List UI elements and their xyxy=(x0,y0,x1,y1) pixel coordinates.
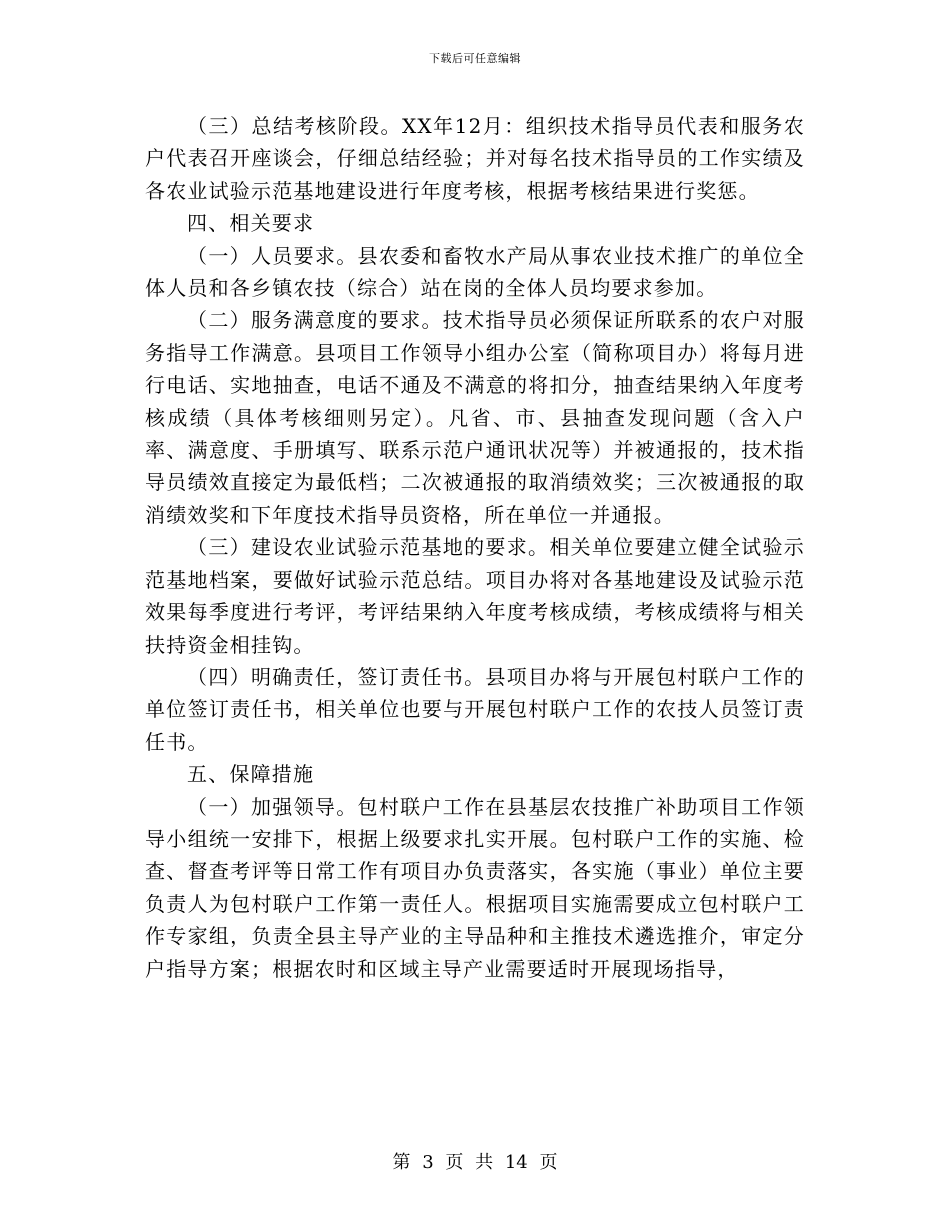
document-body xyxy=(145,110,805,985)
paragraph-responsibility: （四）明确责任，签订责任书。县项目办将与开展包村联户工作的单位签订责任书，相关单位也要与开展包村联户工作的农技人员签订责任书。 xyxy=(145,664,805,754)
section-heading-safeguards: 五、保障措施 xyxy=(187,762,315,787)
paragraph-leadership: （一）加强领导。包村联户工作在县基层农技推广补助项目工作领导小组统一安排下，根据上级要求扎实开展。包村联户工作的实施、检查、督查考评等日常工作有项目办负责落实，各实施（事业）单位主要负责人为包村联户工作第一责任人。根据项目实施需要成立包村联户工作专家组，负责全县主导产业的主导品种和主推技术遴选推介，审定分户指导方案；根据农时和区域主导产业需要适时开展现场指导， xyxy=(145,794,805,981)
paragraph-personnel-requirements: （一）人员要求。县农委和畜牧水产局从事农业技术推广的单位全体人员和各乡镇农技（综合）站在岗的全体人员均要求参加。 xyxy=(145,243,805,301)
page-footer: 第 3 页 共 14 页 xyxy=(392,1152,558,1173)
paragraph-demonstration-base: （三）建设农业试验示范基地的要求。相关单位要建立健全试验示范基地档案，要做好试验示范总结。项目办将对各基地建设及试验示范效果每季度进行考评，考评结果纳入年度考核成绩，考核成绩将与相关扶持资金相挂钩。 xyxy=(145,535,805,657)
paragraph-satisfaction-requirements: （二）服务满意度的要求。技术指导员必须保证所联系的农户对服务指导工作满意。县项目工作领导小组办公室（简称项目办）将每月进行电话、实地抽查，电话不通及不满意的将扣分，抽查结果纳入年度考核成绩（具体考核细则另定）。凡省、市、县抽查发现问题（含入户率、满意度、手册填写、联系示范户通讯状况等）并被通报的，技术指导员绩效直接定为最低档；二次被通报的取消绩效奖；三次被通报的取消绩效奖和下年度技术指导员资格，所在单位一并通报。 xyxy=(145,308,805,527)
section-heading-requirements: 四、相关要求 xyxy=(187,211,315,236)
paragraph-summary-stage: （三）总结考核阶段。XX年12月：组织技术指导员代表和服务农户代表召开座谈会，仔细总结经验；并对每名技术指导员的工作实绩及各农业试验示范基地建设进行年度考核，根据考核结果进行奖惩。 xyxy=(145,114,805,203)
page-header: 下载后可任意编辑 xyxy=(429,52,521,65)
